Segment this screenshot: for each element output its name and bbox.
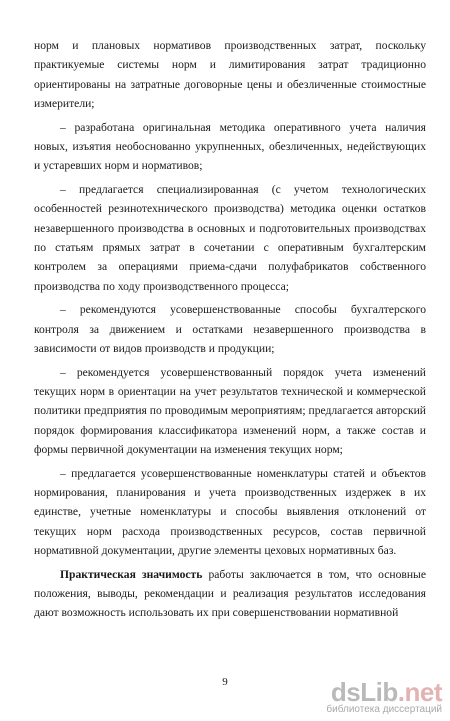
paragraph-list-item: – рекомендуются усовершенствованные способы бухгалтерского контроля за движением и остатками незавершенного производства в зависимости от видов производств и продукции;: [34, 303, 426, 356]
watermark-logo-tld: .net: [397, 677, 442, 707]
bold-heading-inline: Практическая значимость: [60, 567, 203, 581]
paragraph-list-item: – предлагается усовершенствованные номенклатуры статей и объектов нормирования, планирования и учета производственных издержек в их единстве, учетные номенклатуры и способы выявления отклонений от текущих норм расхода производственных ресурсов, состав первичной нормативной документации, другие элементы цеховых нормативных баз.: [34, 466, 426, 558]
paragraph-list-item: – предлагается специализированная (с учетом технологических особенностей резинотехнического производства) методика оценки остатков незавершенного производства в основных и подготовительных производствах по статьям прямых затрат в сочетании с оперативным бухгалтерским контролем за операциями приема-сдачи полуфабрикатов собственного производства по ходу производственного процесса;: [34, 182, 426, 293]
watermark-subtitle: библиотека диссертаций: [326, 704, 442, 715]
paragraph-continuation: норм и плановых нормативов производственных затрат, поскольку практикуемые системы норм и лимитирования затрат традиционно ориентированы на затратные договорные цены и обезличенные стоимостные измерители;: [34, 39, 426, 111]
body-text: [34, 36, 426, 627]
watermark-logo: [331, 679, 442, 705]
paragraph-list-item: – рекомендуется усовершенствованный порядок учета изменений текущих норм в ориентации на учет результатов технической и коммерческой политики предприятия по проводимым мероприятиям; предлагается авторский порядок формирования классификатора изменений норм, а также состав и формы первичной документации на изменения текущих норм;: [34, 365, 426, 457]
paragraph-list-item: – разработана оригинальная методика оперативного учета наличия новых, изъятия необоснованно укрупненных, обезличенных, недействующих и устаревших норм и нормативов;: [34, 120, 426, 173]
paragraph-practical-significance: [34, 565, 426, 623]
watermark: [272, 679, 442, 717]
watermark-logo-main: dsLib: [330, 677, 398, 707]
paragraph-text: работы заключается в том, что основные положения, выводы, рекомендации и реализация результатов исследования дают возможность использовать их при совершенствовании нормативной: [34, 567, 426, 620]
page-number: 9: [222, 676, 228, 688]
